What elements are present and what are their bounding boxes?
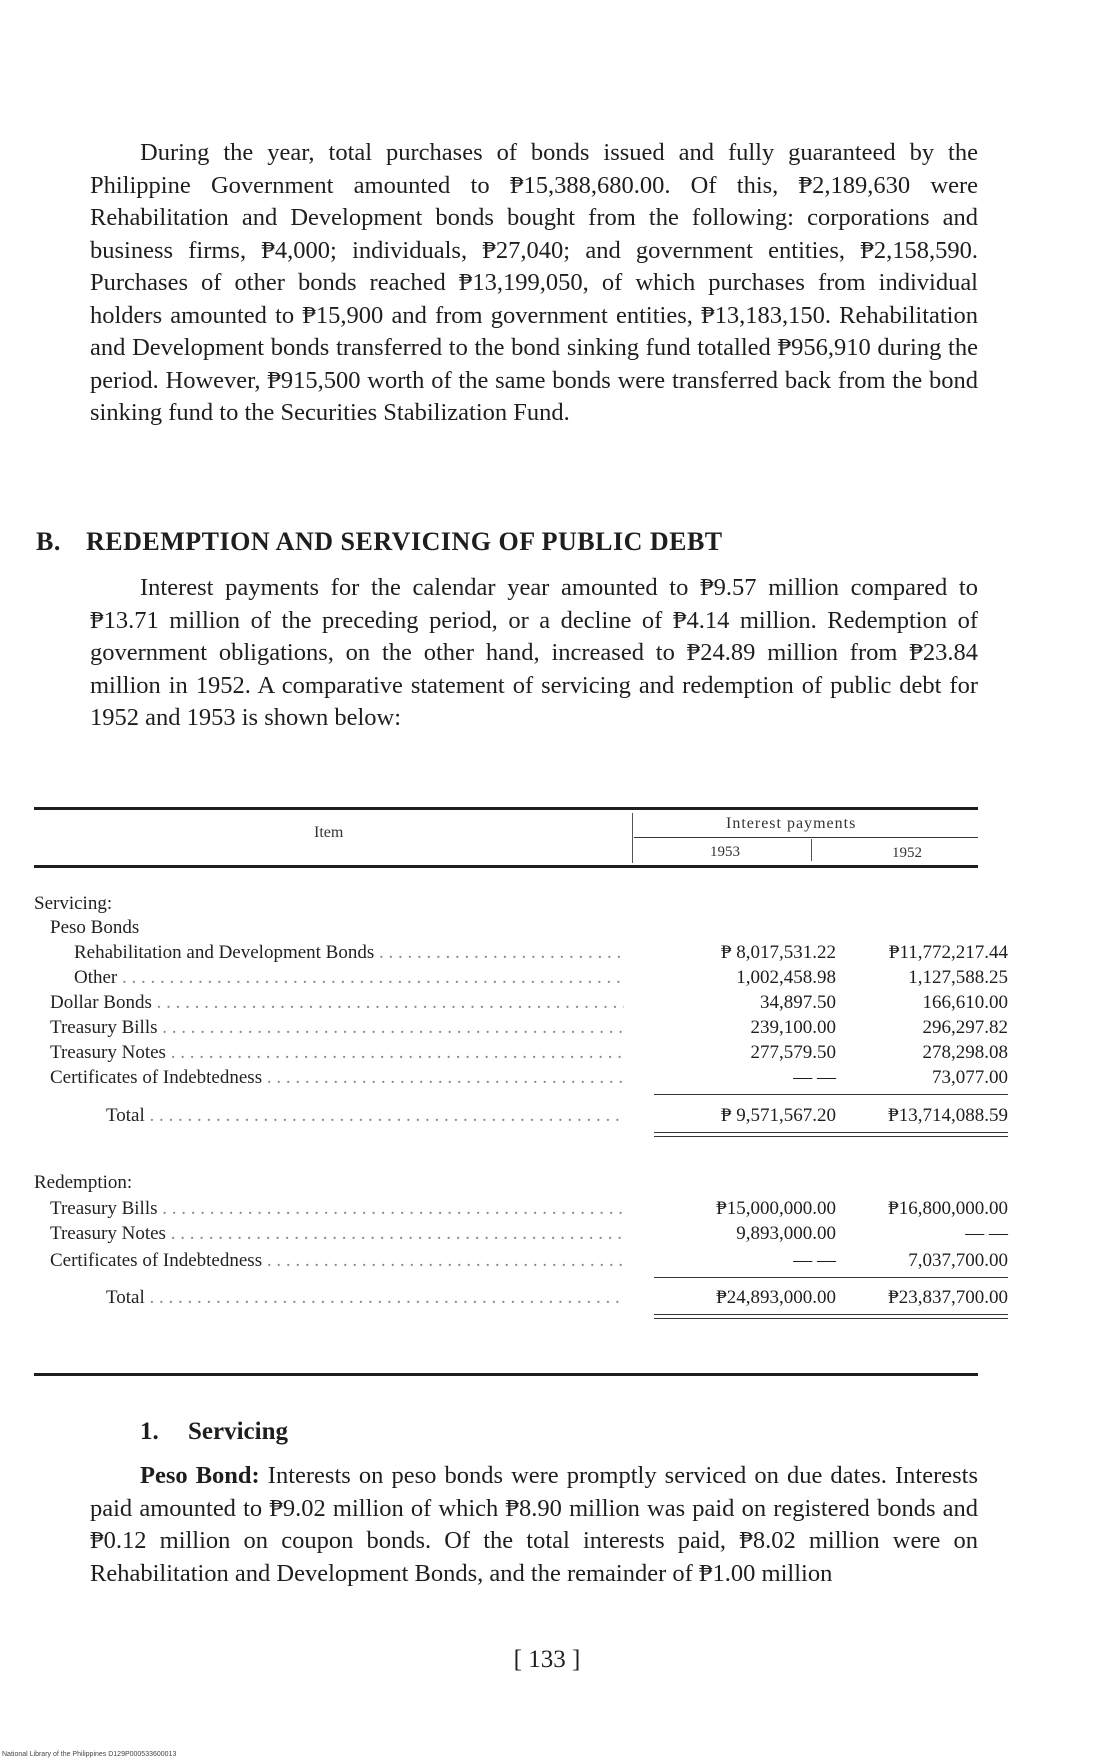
row-label-servicing-total: Total . . . [106, 1105, 624, 1127]
row-label-redemption-treasury-notes: Treasury Notes . . . [50, 1223, 624, 1245]
total-rule-1952 [826, 1314, 1008, 1315]
row-label-treasury-notes: Treasury Notes . . . [50, 1042, 624, 1064]
peso-bonds-label: Peso Bonds [50, 917, 140, 938]
value-1953: 277,579.50 [750, 1042, 836, 1063]
header-bottom-rule [34, 865, 978, 868]
value-1952: ₱11,772,217.44 [888, 942, 1008, 963]
value-1953: 34,897.50 [760, 992, 836, 1013]
section-letter: B. [36, 527, 61, 556]
value-1952: 296,297.82 [922, 1017, 1008, 1038]
subsection-number: 1. [140, 1418, 159, 1445]
total-rule-1952 [826, 1132, 1008, 1133]
value-1953: ₱ 8,017,531.22 [720, 942, 836, 963]
subsection-heading [140, 1418, 288, 1446]
subtotal-rule-1953 [654, 1094, 834, 1095]
peso-bond-body: Interests on peso bonds were promptly serviced on due dates. Interests paid amounted to ₱9.02 million of which ₱8.90 million was paid on registered bonds and ₱0.12 million on coupon bonds. Of the total interests paid, ₱8.02 million were on Rehabilitation and Development Bonds, and the remainder of ₱1.00 million [90, 1462, 978, 1587]
value-1953: 1,002,458.98 [736, 967, 836, 988]
value-1953: — — [793, 1067, 836, 1088]
value-1952-total: ₱13,714,088.59 [888, 1105, 1008, 1126]
header-year-separator [811, 839, 812, 861]
row-label-treasury-bills: Treasury Bills . . . [50, 1017, 624, 1039]
value-1952-total: ₱23,837,700.00 [888, 1287, 1008, 1308]
servicing-label: Servicing: [34, 893, 113, 914]
page-number: [ 133 ] [513, 1646, 581, 1673]
subsection-title: Servicing [188, 1418, 288, 1445]
value-1953-total: ₱ 9,571,567.20 [720, 1105, 836, 1126]
total-rule-1953-b [654, 1318, 834, 1319]
row-label-redemption-treasury-bills: Treasury Bills . . . [50, 1198, 624, 1220]
row-label-redemption-certificates: Certificates of Indebtedness . . . [50, 1250, 624, 1272]
total-rule-1952-b [826, 1136, 1008, 1137]
paragraph-peso-bond [90, 1460, 978, 1590]
row-label-dollar-bonds: Dollar Bonds . . . [50, 992, 624, 1014]
header-item: Item [314, 824, 344, 841]
value-1952: 7,037,700.00 [908, 1250, 1008, 1271]
value-1953: 9,893,000.00 [736, 1223, 836, 1244]
table-bottom-rule [34, 1373, 978, 1376]
value-1952: ₱16,800,000.00 [888, 1198, 1008, 1219]
value-1953: ₱15,000,000.00 [716, 1198, 836, 1219]
header-1953: 1953 [710, 844, 740, 860]
row-label-redemption-total: Total . . . [106, 1287, 624, 1309]
section-title: REDEMPTION AND SERVICING OF PUBLIC DEBT [86, 527, 723, 556]
paragraph-bond-purchases: During the year, total purchases of bonds issued and fully guaranteed by the Philippine Government amounted to ₱15,388,680.00. Of this, ₱2,189,630 were Rehabilitation and Development bonds bought from the following: corporations and business firms, ₱4,000; individuals, ₱27,040; and government entities, ₱2,158,590. Purchases of other bonds reached ₱13,199,050, of which purchases from individual holders amounted to ₱15,900 and from government entities, ₱13,183,150. Rehabilitation and Development bonds transferred to the bond sinking fund totalled ₱956,910 during the period. However, ₱915,500 worth of the same bonds were transferred back from the bond sinking fund to the Securities Stabilization Fund. [90, 139, 978, 426]
total-rule-1953 [654, 1314, 834, 1315]
value-1952: 278,298.08 [922, 1042, 1008, 1063]
row-label-other: Other . . . [74, 967, 624, 989]
value-1952: 1,127,588.25 [908, 967, 1008, 988]
value-1953-total: ₱24,893,000.00 [716, 1287, 836, 1308]
footer-note: National Library of the Philippines D129P000533600013 [2, 1751, 177, 1758]
row-label-rehab-dev-bonds: Rehabilitation and Development Bonds . . . [74, 942, 624, 964]
value-1953: — — [793, 1250, 836, 1271]
header-interest-payments: Interest payments [726, 815, 857, 832]
value-1952: — — [965, 1223, 1008, 1244]
total-rule-1953 [654, 1132, 834, 1133]
value-1953: 239,100.00 [750, 1017, 836, 1038]
subtotal-rule-1953 [654, 1277, 834, 1278]
row-label-certificates: Certificates of Indebtedness . . . [50, 1067, 624, 1089]
total-rule-1952-b [826, 1318, 1008, 1319]
value-1952: 73,077.00 [932, 1067, 1008, 1088]
header-group-rule [634, 837, 978, 838]
header-1952: 1952 [892, 845, 922, 861]
table-top-rule [34, 807, 978, 810]
total-rule-1953-b [654, 1136, 834, 1137]
peso-bond-lead: Peso Bond: [140, 1462, 260, 1489]
redemption-label: Redemption: [34, 1172, 133, 1193]
value-1952: 166,610.00 [922, 992, 1008, 1013]
subtotal-rule-1952 [826, 1277, 1008, 1278]
header-separator [632, 813, 633, 863]
paragraph-interest-payments: Interest payments for the calendar year amounted to ₱9.57 million compared to ₱13.71 million of the preceding period, or a decline of ₱4.14 million. Redemption of government obligations, on the other hand, increased to ₱24.89 million from ₱23.84 million in 1952. A comparative statement of servicing and redemption of public debt for 1952 and 1953 is shown below: [90, 574, 978, 731]
section-heading [36, 527, 723, 557]
subtotal-rule-1952 [826, 1094, 1008, 1095]
